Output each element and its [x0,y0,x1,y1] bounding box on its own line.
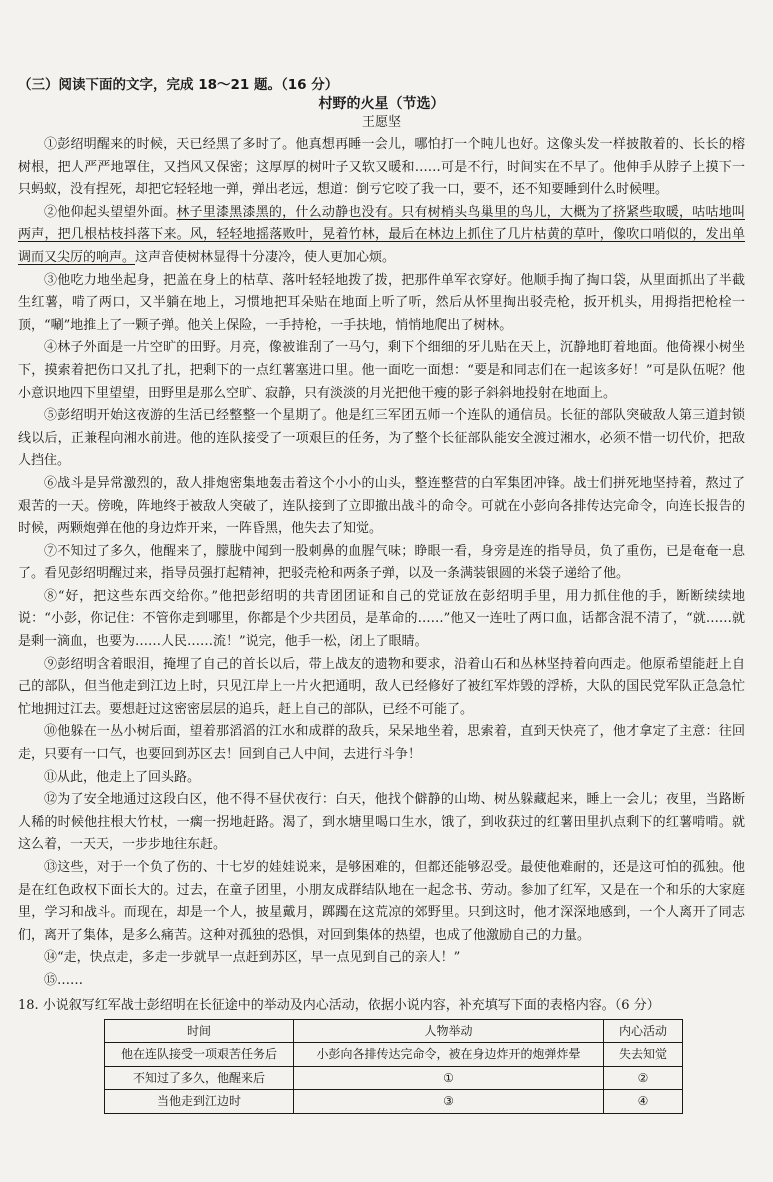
paragraph-2 [18,202,745,270]
table-row [105,1066,683,1090]
header-inner: 内心活动 [604,1019,683,1043]
paragraph-9: ⑨彭绍明含着眼泪，掩埋了自己的首长以后，带上战友的遗物和要求，沿着山石和丛林坚持着向西走。他原希望能赶上自己的部队，但当他走到江边上时，只见江岸上一片火把通明，敌人已经修好了被红军炸毁的浮桥，大队的国民党军队正急急忙忙地拥过江去。要想赶过这密密层层的追兵，赶上自己的部队，已经不可能了。 [18,656,745,717]
paragraph-14: ⑭“走，快点走，多走一步就早一点赶到苏区，早一点见到自己的亲人！” [44,950,461,966]
story-body [18,134,745,993]
paragraph-12: ⑫为了安全地通过这段白区，他不得不昼伏夜行：白天，他找个僻静的山坳、树丛躲藏起来，睡上一会儿；夜里，当路断人稀的时候他拄根大竹杖，一瘸一拐地赶路。渴了，到水塘里喝口生水，饿了，到收获过的红薯田里扒点剩下的红薯啃啃。就这么着，一天天，一步步地往东赶。 [18,792,745,853]
story-author: 王愿坚 [361,115,401,130]
section-header: （三）阅读下面的文字，完成 18～21 题。（16 分） [18,77,339,93]
header-action: 人物举动 [294,1019,604,1043]
paragraph-11: ⑪从此，他走上了回头路。 [44,769,201,785]
cell-action-blank[interactable]: ③ [294,1090,604,1114]
paragraph-6: ⑥战斗是异常激烈的，敌人排炮密集地轰击着这个小小的山头，整连整营的白军集团冲锋。战士们拼死地坚持着，熬过了艰苦的一天。傍晚，阵地终于被敌人突破了，连队接到了立即撤出战斗的命令。可就在小彭向各排传达完命令，向连长报告的时候，两颗炮弹在他的身边炸开来，一阵昏黑，他失去了知觉。 [18,475,745,537]
table-header-row [105,1019,683,1043]
cell-action-blank[interactable]: ① [294,1066,604,1090]
paragraph-5: ⑤彭绍明开始这夜游的生活已经整整一个星期了。他是红三军团五师一个连队的通信员。长征的部队突破敌人第三道封锁线以后，正兼程向湘水前进。他的连队接受了一项艰巨的任务，为了整个长征部队能安全渡过湘水，必须不惜一切代价，把敌人挡住。 [18,408,745,469]
cell-inner: 失去知觉 [604,1043,683,1067]
paragraph-7: ⑦不知过了多久，他醒来了，朦胧中闻到一股刺鼻的血腥气味；睁眼一看，身旁是连的指导员，负了重伤，已是奄奄一息了。看见彭绍明醒过来，指导员强打起精神，把驳壳枪和两条子弹，以及一条满装银圆的米袋子递给了他。 [18,543,745,582]
table-row [105,1090,683,1114]
table-row [105,1043,683,1067]
story-title: 村野的火星（节选） [318,96,445,112]
cell-action: 小彭向各排传达完命令，被在身边炸开的炮弹炸晕 [294,1043,604,1067]
paragraph-4: ④林子外面是一片空旷的田野。月亮，像被谁刮了一马勺，剩下个细细的牙儿贴在天上，沉静地盯着地面。他倚裸小树坐下，摸索着把伤口又扎了扎，把剩下的一点红薯塞进口里。他一面吃一面想：“要是和同志们在一起该多好！”可是队伍呢？他小意识地四下里望望，田野里是那么空旷、寂静，只有淡淡的月光把他干瘦的影子斜斜地投射在地面上。 [18,340,745,401]
cell-inner-blank[interactable]: ④ [604,1090,683,1114]
question-18: 18. 小说叙写红军战士彭绍明在长征途中的举动及内心活动，依据小说内容，补充填写下面的表格内容。（6 分） [18,997,660,1013]
cell-time: 当他走到江边时 [105,1090,294,1114]
header-time: 时间 [105,1019,294,1043]
paragraph-2-suffix: 这声音使树林显得十分凄冷，使人更加心烦。 [135,249,396,265]
paragraph-2-prefix: ②他仰起头望望外面。 [44,204,177,220]
paragraph-15: ⑮…… [44,972,84,988]
answer-table [104,1019,683,1114]
paragraph-8: ⑧“好，把这些东西交给你。”他把彭绍明的共青团团证和自己的党证放在彭绍明手里，用力抓住他的手，断断续续地说：“小彭，你记住：不管你走到哪里，你都是个少共团员，是革命的……”他又一连吐了两口血，话都含混不清了，“就……就是剩一滴血，也要为……人民……流！”说完，他手一松，闭上了眼睛。 [18,588,745,650]
paragraph-2-underlined: 林子里漆黑漆黑的，什么动静也没有。只有树梢头鸟巢里的鸟儿，大概为了挤紧些取暖，咕咕地叫两声，把几根枯枝抖落下来。风，轻轻地摇落败叶，晃着竹林，最后在林边上抓住了几片枯黄的草叶，像吹口哨似的，发出单调而又尖厉的响声。 [18,204,745,265]
cell-inner-blank[interactable]: ② [604,1066,683,1090]
paragraph-10: ⑩他躲在一丛小树后面，望着那滔滔的江水和成群的敌兵，呆呆地坐着，思索着，直到天快亮了，他才拿定了主意：往回走，只要有一口气，也要回到苏区去！回到自己人中间，去进行斗争！ [18,724,745,763]
paragraph-1: ①彭绍明醒来的时候，天已经黑了多时了。他真想再睡一会儿，哪怕打一个盹儿也好。这像头发一样披散着的、长长的榕树根，把人严严地罩住，又挡风又保密；这厚厚的树叶子又软又暖和……可是不行，时间实在不早了。他伸手从脖子上摸下一只蚂蚁，没有捏死，却把它轻轻地一弹，弹出老远，想道：倒亏它咬了我一口，要不，还不知要睡到什么时候哩。 [18,137,745,198]
cell-time: 他在连队接受一项艰苦任务后 [105,1043,294,1067]
paragraph-3: ③他吃力地坐起身，把盖在身上的枯草、落叶轻轻地拨了拨，把那件单军衣穿好。他顺手掏了掏口袋，从里面抓出了半截生红薯，啃了两口，又半躺在地上，习惯地把耳朵贴在地面上听了听，然后从怀里掏出驳壳枪，扳开机头，用拇指把枪栓一顶，“唰”地推上了一颗子弹。他关上保险，一手持枪，一手扶地，悄悄地爬出了树林。 [18,272,745,333]
paragraph-13: ⑬这些，对于一个负了伤的、十七岁的娃娃说来，是够困难的，但都还能够忍受。最使他难耐的，还是这可怕的孤独。他是在红色政权下面长大的。过去，在童子团里，小朋友成群结队地在一起念书、劳动。参加了红军，又是在一个和乐的大家庭里，学习和战斗。而现在，却是一个人，披星戴月，踯躅在这荒凉的郊野里。只到这时，他才深深地感到，一个人离开了同志们，离开了集体，是多么痛苦。这种对孤独的恐惧，对回到集体的热望，也成了他激励自己的力量。 [18,860,745,943]
cell-time: 不知过了多久，他醒来后 [105,1066,294,1090]
